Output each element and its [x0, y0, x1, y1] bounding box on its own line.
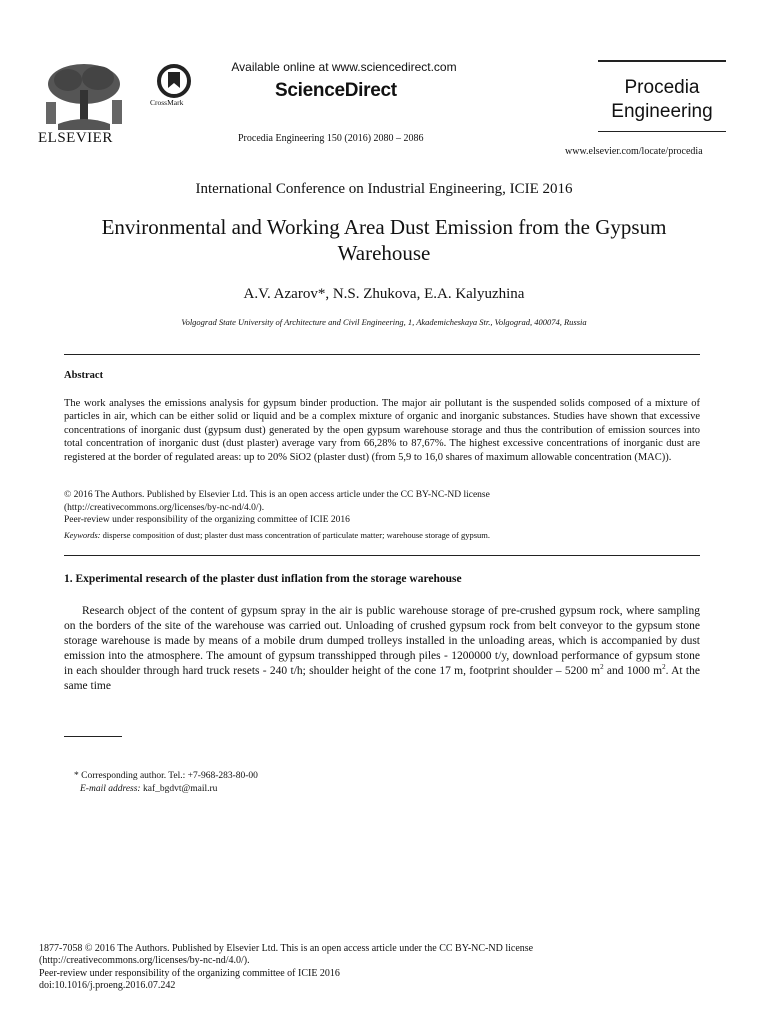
paper-title-line2: Warehouse [337, 241, 431, 265]
divider [64, 354, 700, 355]
corresponding-author-footnote [74, 770, 258, 796]
abstract-text: The work analyses the emissions analysis for gypsum binder production. The major air pollutant is the suspended solids composed of a mixture of particles in air, which can be either solid or liquid and be a complex mixture of organic and inorganic substances. Studies have shown that excessive concentrations of inorganic dust (gypsum dust) generated by the open gypsum warehouse storage and thus the contribution of emission sources into total concentration of inorganic dust (dust plaster) average vary from 66,28% to 87,67%. The highest excessive concentrations of inorganic dust are registered at the border of regulated areas: up to 20% SiO2 (plaster dust) (from 5,9 to 16,0 shares of maximum allowable concentration (MAC)). [64, 398, 700, 463]
divider [64, 555, 700, 556]
corresponding-author: * Corresponding author. Tel.: +7-968-283-80-00 [74, 771, 258, 781]
bottom-license-block [39, 943, 533, 993]
paper-title-line1: Environmental and Working Area Dust Emission from the Gypsum [101, 215, 667, 239]
keywords-list: disperse composition of dust; plaster dust mass concentration of particulate matter; warehouse storage of gypsum. [102, 530, 491, 540]
section-heading: 1. Experimental research of the plaster dust inflation from the storage warehouse [64, 573, 462, 585]
crossmark-label: CrossMark [150, 98, 184, 107]
divider [598, 131, 726, 132]
authors: A.V. Azarov*, N.S. Zhukova, E.A. Kalyuzhina [243, 286, 525, 302]
license-line: © 2016 The Authors. Published by Elsevier Ltd. This is an open access article under the CC BY-NC-ND license [64, 490, 490, 500]
footnote-divider [64, 736, 122, 737]
email-link[interactable]: kaf_bgdvt@mail.ru [142, 784, 218, 794]
email-label: E-mail address: [80, 784, 141, 794]
journal-title-line2: Engineering [611, 101, 713, 122]
journal-url-link[interactable]: www.elsevier.com/locate/procedia [565, 146, 703, 157]
publisher-name: ELSEVIER [38, 130, 113, 146]
abstract-heading: Abstract [64, 370, 104, 381]
issn-line: 1877-7058 © 2016 The Authors. Published by Elsevier Ltd. This is an open access article under the CC BY-NC-ND license [39, 943, 534, 954]
paper-title [60, 214, 708, 266]
affiliation: Volgograd State University of Architecture and Civil Engineering, 1, Akademicheskaya Str., Volgograd, 400074, Russia [181, 317, 587, 327]
available-online-text: Available online at www.sciencedirect.com [231, 60, 457, 74]
peer-review-note: Peer-review under responsibility of the organizing committee of ICIE 2016 [64, 515, 350, 526]
section-body: Research object of the content of gypsum spray in the air is public warehouse storage of pre-crushed gypsum rock, where sampling on the borders of the site of the warehouse was carried out. Unloading of crushed gypsum rock from belt conveyor to the gypsum stone storage warehouse is made by means of a mobile drum dumped trolleys installed in the unloading areas, which is accompanied by dust emission into the atmosphere. The amount of gypsum transshipped through piles - 1200000 t/y, download performance of gypsum stone in each shoulder through hard truck resets - 240 t/h; shoulder height of the cone 17 m, footprint shoulder – 5200 $m^2$ and 1000 $m^2$. At the same time [64, 605, 700, 692]
bottom-peer-review: Peer-review under responsibility of the organizing committee of ICIE 2016 [39, 967, 340, 979]
keywords [64, 530, 700, 540]
license-url-link[interactable]: (http://creativecommons.org/licenses/by-nc-nd/4.0/). [64, 502, 265, 513]
bottom-license-url-link[interactable]: (http://creativecommons.org/licenses/by-nc-nd/4.0/). [39, 955, 250, 967]
keywords-label: Keywords: [64, 530, 101, 540]
journal-title-line1: Procedia [624, 77, 700, 98]
journal-title [598, 76, 726, 124]
journal-citation: Procedia Engineering 150 (2016) 2080 – 2086 [238, 133, 424, 144]
sciencedirect-logo: ScienceDirect [275, 80, 397, 101]
doi-link[interactable]: doi:10.1016/j.proeng.2016.07.242 [39, 980, 176, 992]
license-statement [64, 489, 700, 527]
conference-name: International Conference on Industrial Engineering, ICIE 2016 [195, 181, 573, 197]
